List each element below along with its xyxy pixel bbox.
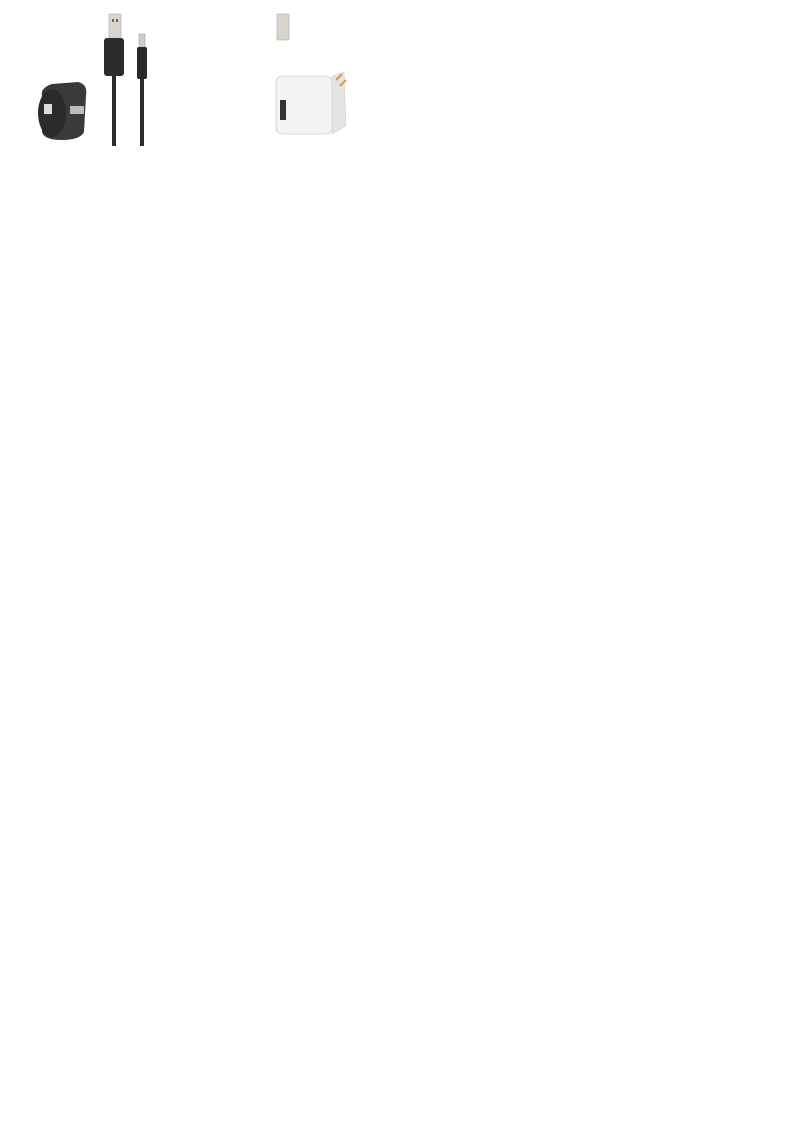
product-photo-strip	[0, 0, 802, 146]
wall-adapter-and-white-cable-image	[270, 0, 540, 146]
car-charger-and-black-cable-image	[0, 0, 270, 146]
